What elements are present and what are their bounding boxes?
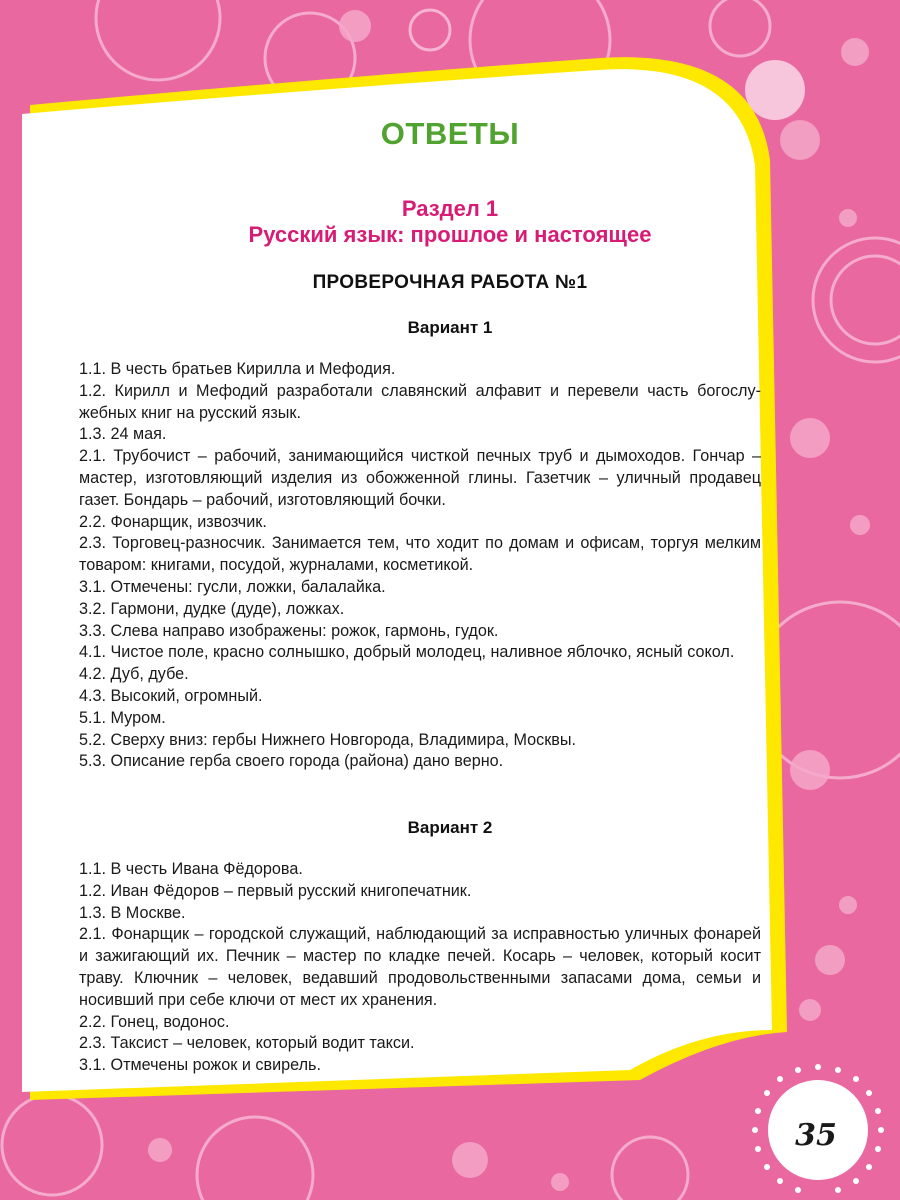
answer-item: 5.1. Муром. [79,708,166,727]
answer-item: 1.2. Иван Фёдоров – первый русский книгопечатник. [79,881,472,900]
answer-item: 3.1. Отмечены рожок и свирель. [79,1056,321,1075]
answer-item: 2.1. Фонарщик – городской служащий, наблюдающий за исправностью уличных фонарей и зажигающий их. Печник – мастер по кладке печей. Косарь – человек, который косит траву. Ключник – человек, ведавший продовольственными запасами дома, семьи и носивший при себе ключи от мест их хранения. [79,925,761,1009]
answer-item: 3.3. Слева направо изображены: рожок, гармонь, гудок. [79,621,499,640]
variant-2-title: Вариант 2 [407,818,493,837]
answer-item: 4.1. Чистое поле, красно солнышко, добрый молодец, наливное яблочко, ясный сокол. [79,643,735,662]
variant-2-answers [79,859,761,1077]
answer-item: 2.3. Таксист – человек, который водит такси. [79,1034,415,1053]
answer-item: 2.2. Гонец, водонос. [79,1012,230,1031]
answer-item: 1.2. Кирилл и Мефодий разработали славянский алфавит и перевели часть богослужебных книг на русский язык. [79,381,761,422]
answer-item: 1.3. 24 мая. [79,425,167,444]
answer-item: 4.2. Дуб, дубе. [79,665,189,684]
answer-item: 3.2. Гармони, дудке (дуде), ложках. [79,599,345,618]
answer-item: 2.1. Трубочист – рабочий, занимающийся чисткой печных труб и дымоходов. Гончар – мастер, изготовляющий изделия из обожженной глины. Газетчик – уличный продавец газет. Бондарь – рабочий, изготовляющий бочки. [79,447,761,509]
answer-item: 1.1. В честь Ивана Фёдорова. [79,860,303,878]
variant-1-answers [79,359,761,773]
answer-item: 5.2. Сверху вниз: гербы Нижнего Новгорода, Владимира, Москвы. [79,730,577,749]
test-work-title: ПРОВЕРОЧНАЯ РАБОТА №1 [312,272,588,293]
answer-item: 2.3. Торговец-разносчик. Занимается тем, что ходит по домам и офисам, торгуя мелким товаром: книгами, посудой, журналами, косметикой. [79,534,761,575]
page-title: ОТВЕТЫ [380,116,520,151]
answer-item: 1.1. В честь братьев Кирилла и Мефодия. [79,360,396,378]
section-number: Раздел 1 [401,196,499,221]
answer-item: 5.3. Описание герба своего города (района) дано верно. [79,752,504,771]
answer-item: 3.1. Отмечены: гусли, ложки, балалайка. [79,577,386,596]
answer-item: 4.3. Высокий, огромный. [79,686,263,705]
section-name: Русский язык: прошлое и настоящее [248,222,652,247]
variant-1-title: Вариант 1 [407,318,493,337]
answer-item: 2.2. Фонарщик, извозчик. [79,512,267,531]
page-number: 35 [795,1118,837,1153]
answer-item: 1.3. В Москве. [79,903,186,922]
